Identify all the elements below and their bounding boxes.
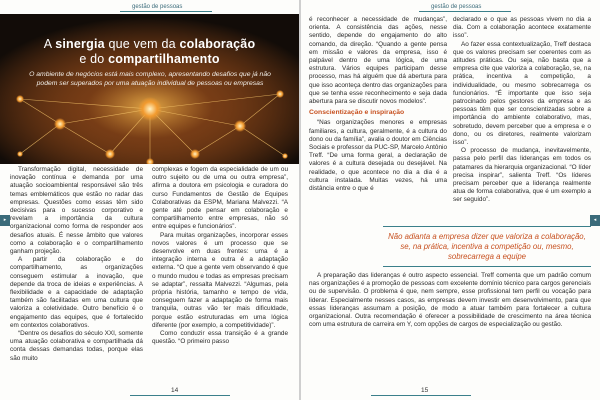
- section-rule: [120, 11, 212, 12]
- paragraph: complexas e fogem da especialidade de um ou outro sujeito ou de uma ou outra empresa”, afirma a doutora em psicologia e curadora do curso Fundamentos de Gestão de Equipes Colaborativas da ESPM, Mariana Malvezzi. “A gente até pode pensar em colaboração e compartilhamento entre empresas, não só entre equipes e funcionários”.: [152, 166, 288, 231]
- paragraph: “Nas organizações menores e empresas familiares, a cultura, geralmente, é a cultura do dono ou da família”, avalia o doutor em Ciências Sociais e professor da PUC-SP, Marcelo Antônio Treff. “De uma forma geral, a declaração de valores é a cultura desejada ou desejável. Na realidade, o que acontece no dia a dia é a cultura instalada. Muitas vezes, há uma distância entre o que é: [309, 119, 447, 193]
- paragraph: Para muitas organizações, incorporar esses novos valores é um processo que se desenvolve em duas frentes: uma é a integração interna e outra é a adaptação externa. “O que a gente vem observando é que o mundo mudou e todas as empresas precisam se adaptar”, ressalta Malvezzi. “Algumas, pela própria história, tamanho e tempo de vida, conseguem fazer a adaptação de forma mais tranquila, outras vão ter mais dificuldade, porque estão estruturadas em uma lógica diferente (por exemplo, a competitividade)”.: [152, 231, 288, 329]
- pull-quote: Não adianta a empresa dizer que valoriza a colaboração, se, na prática, incentiva a competição ou, mesmo, sobrecarrega a equipe: [388, 232, 586, 261]
- paragraph: O processo de mudança, inevitavelmente, passa pelo perfil das lideranças em todos os patamares da hierarquia organizacional. “O líder precisa inspirar”, salienta Treff. “Os líderes precisam perceber que a liderança realmente atua de forma colaborativa, que é um exemplo a ser seguido”.: [453, 147, 591, 204]
- bottom-paragraph: [309, 272, 591, 329]
- folio-rule: [130, 395, 230, 396]
- paragraph: A preparação das lideranças é outro aspecto essencial. Treff comenta que um padrão comum nas organizações é a promoção de pessoas com excelente domínio técnico para cargos gerenciais ou de supervisão. O problema é que, nem sempre, esse profissional tem perfil ou vocação para liderar. Especialmente nesses casos, as empresas devem investir em desenvolvimento, para que essas lideranças assumam a posição, de modo a atuar também para fortalecer a cultura organizacional. Outra recomendação é oferecer a possibilidade de crescimento na área técnica com uma estrutura de carreira em Y, com opções de cargos de especialização ou gestão.: [309, 272, 591, 329]
- section-tag: gestão de pessoas: [431, 4, 482, 10]
- right-column-2: [453, 16, 591, 205]
- hero-image: [0, 14, 299, 164]
- paragraph: Ao fazer essa contextualização, Treff destaca que os valores precisam ser coerentes com as atitudes práticas. Ou seja, não basta que a empresa cite que valoriza a colaboração, se, na prática, incentiva a competição, a individualidade, ou mesmo sobrecarrega os funcionários. “É importante que isso seja patrocinado pelos gestores da empresa e as pessoas têm que ser conscientizadas sobre a importância do ambiente colaborativo, mas, sobretudo, devem perceber que a empresa e o dono, ou os diretores, realmente valorizam isso”.: [453, 40, 591, 147]
- left-column-2: [152, 166, 288, 346]
- page-number-right: 15: [421, 387, 429, 394]
- quote-rule-top: [383, 226, 591, 227]
- folio-rule: [371, 395, 471, 396]
- paragraph: A partir da colaboração e do compartilhamento, as organizações conseguem estimular a inovação, que depende da troca de ideias e experiências. A flexibilidade e a capacidade de adaptação também são facilitadas em uma cultura que valoriza a coletividade. Outro benefício é o engajamento das equipes, que é fortalecido em contextos colaborativos.: [10, 256, 143, 329]
- article-subtitle: O ambiente de negócios está mais complexo, apresentando desafios que já não podem ser superados por uma atuação individual de pessoas ou empresas: [29, 71, 271, 87]
- paragraph: declarado e o que as pessoas vivem no dia a dia. Com a colaboração acontece exatamente isso”.: [453, 16, 591, 40]
- page-right: [301, 0, 600, 400]
- section-tag: gestão de pessoas: [132, 4, 183, 10]
- section-rule: [419, 11, 511, 12]
- page-number-left: 14: [171, 387, 179, 394]
- paragraph: Como conduzir essa transição é a grande questão. “O primeiro passo: [152, 330, 288, 346]
- left-page-tab: ▸: [0, 215, 10, 226]
- article-title: A sinergia que vem da colaboração e do compartilhamento: [43, 37, 256, 66]
- left-column-1: [10, 166, 143, 363]
- right-column-1: [309, 16, 447, 193]
- quote-rule-bottom: [383, 266, 591, 267]
- subheading: Conscientização e inspiração: [309, 109, 405, 117]
- right-page-tab: ◂: [590, 215, 600, 226]
- paragraph: é reconhecer a necessidade de mudanças”, orienta. A consistência das ações, nesse sentido, depende do engajamento do alto comando, da direção. “Quando a gente pensa em missão e valores da empresa, isso é palpável dentro de uma lógica, de uma estrutura. Vários equipes participam desse processo, mas há alguém que dá abertura para que isso aconteça dentro das organizações para que se tenha esse reconhecimento e seja dada abertura para se discutir novos modelos”.: [309, 16, 447, 106]
- paragraph: “Dentre os desafios do século XXI, somente uma atuação colaborativa e compartilhada dá conta dessas demandas todas, porque elas são muito: [10, 330, 143, 362]
- page-left: [0, 0, 299, 400]
- paragraph: Transformação digital, necessidade de inovação contínua e demanda por uma atuação socioambiental responsável são três temas emblemáticos que estão no radar das empresas. Questões como essas têm sido decisivas para o sucesso corporativo e revelam a importância da cultura organizacional como forma de responder aos desafios atuais. É nesse âmbito que valores como a colaboração e o compartilhamento ganham projeção.: [10, 166, 143, 256]
